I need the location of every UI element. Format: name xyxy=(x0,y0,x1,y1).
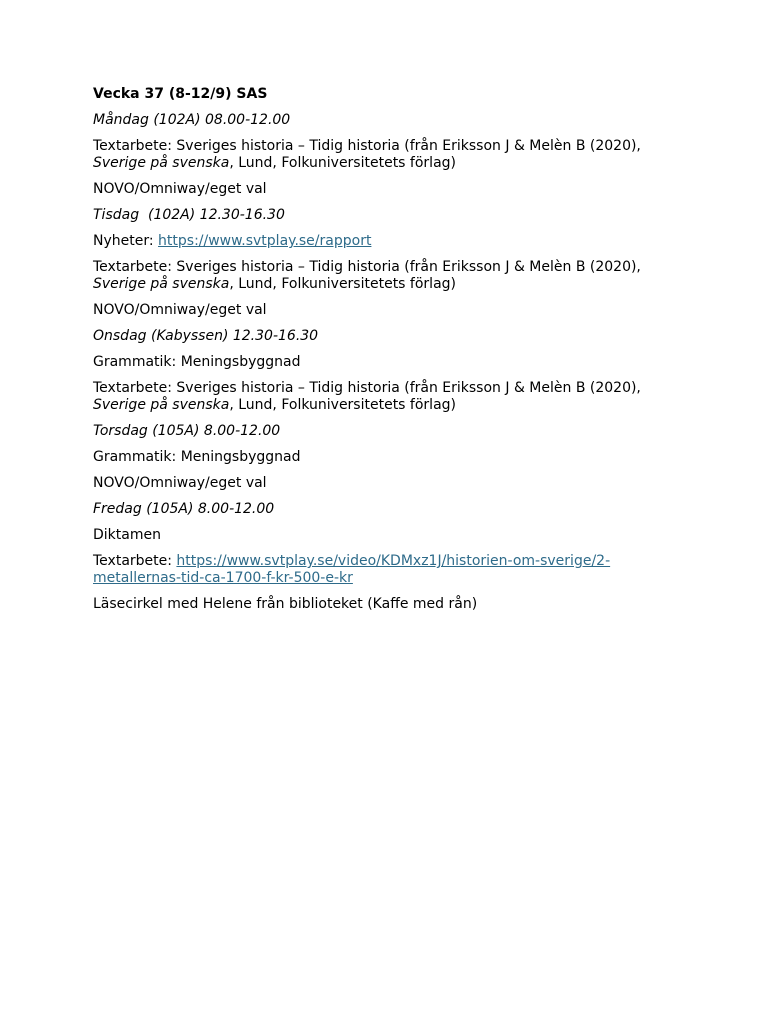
wednesday-heading: Onsdag (Kabyssen) 12.30-16.30 xyxy=(93,328,319,344)
friday-heading: Fredag (105A) 8.00-12.00 xyxy=(93,501,275,517)
monday-text-line1: Textarbete: Sveriges historia – Tidig historia (från Eriksson J & Melèn B (2020), xyxy=(93,138,641,154)
tuesday-text-line1: Textarbete: Sveriges historia – Tidig historia (från Eriksson J & Melèn B (2020), xyxy=(93,259,641,275)
monday-heading: Måndag (102A) 08.00-12.00 xyxy=(93,112,291,128)
tuesday-news-link[interactable]: https://www.svtplay.se/rapport xyxy=(158,233,372,249)
wednesday-text-line1: Textarbete: Sveriges historia – Tidig historia (från Eriksson J & Melèn B (2020), xyxy=(93,380,641,396)
wednesday-text-assignment xyxy=(93,380,683,414)
friday-dictation: Diktamen xyxy=(93,527,161,543)
monday-book-publisher: , Lund, Folkuniversitetets förlag) xyxy=(229,155,456,171)
tuesday-heading-text: Tisdag (102A) 12.30-16.30 xyxy=(93,207,285,223)
monday-book-title: Sverige på svenska xyxy=(93,155,230,171)
thursday-novo: NOVO/Omniway/eget val xyxy=(93,475,267,491)
tuesday-news-label: Nyheter: xyxy=(93,233,159,249)
thursday-grammar: Grammatik: Meningsbyggnad xyxy=(93,449,301,465)
tuesday-book-publisher: , Lund, Folkuniversitetets förlag) xyxy=(229,276,456,292)
document-page xyxy=(93,86,683,622)
tuesday-book-title: Sverige på svenska xyxy=(93,276,230,292)
monday-novo: NOVO/Omniway/eget val xyxy=(93,181,267,197)
week-heading: Vecka 37 (8-12/9) SAS xyxy=(93,86,268,102)
friday-text-assignment xyxy=(93,553,683,587)
tuesday-text-assignment xyxy=(93,259,683,293)
tuesday-novo: NOVO/Omniway/eget val xyxy=(93,302,267,318)
thursday-heading: Torsdag (105A) 8.00-12.00 xyxy=(93,423,281,439)
friday-text-link-line1: https://www.svtplay.se/video/KDMxz1J/historien-om-sverige/2- xyxy=(176,553,611,569)
wednesday-book-title: Sverige på svenska xyxy=(93,397,230,413)
monday-text-assignment xyxy=(93,138,683,172)
friday-text-label: Textarbete: xyxy=(93,553,177,569)
tuesday-heading xyxy=(93,207,683,224)
wednesday-grammar: Grammatik: Meningsbyggnad xyxy=(93,354,301,370)
wednesday-book-publisher: , Lund, Folkuniversitetets förlag) xyxy=(229,397,456,413)
tuesday-news xyxy=(93,233,683,250)
friday-text-link-line2: metallernas-tid-ca-1700-f-kr-500-e-kr xyxy=(93,570,353,586)
friday-reading-circle: Läsecirkel med Helene från biblioteket (Kaffe med rån) xyxy=(93,596,478,612)
